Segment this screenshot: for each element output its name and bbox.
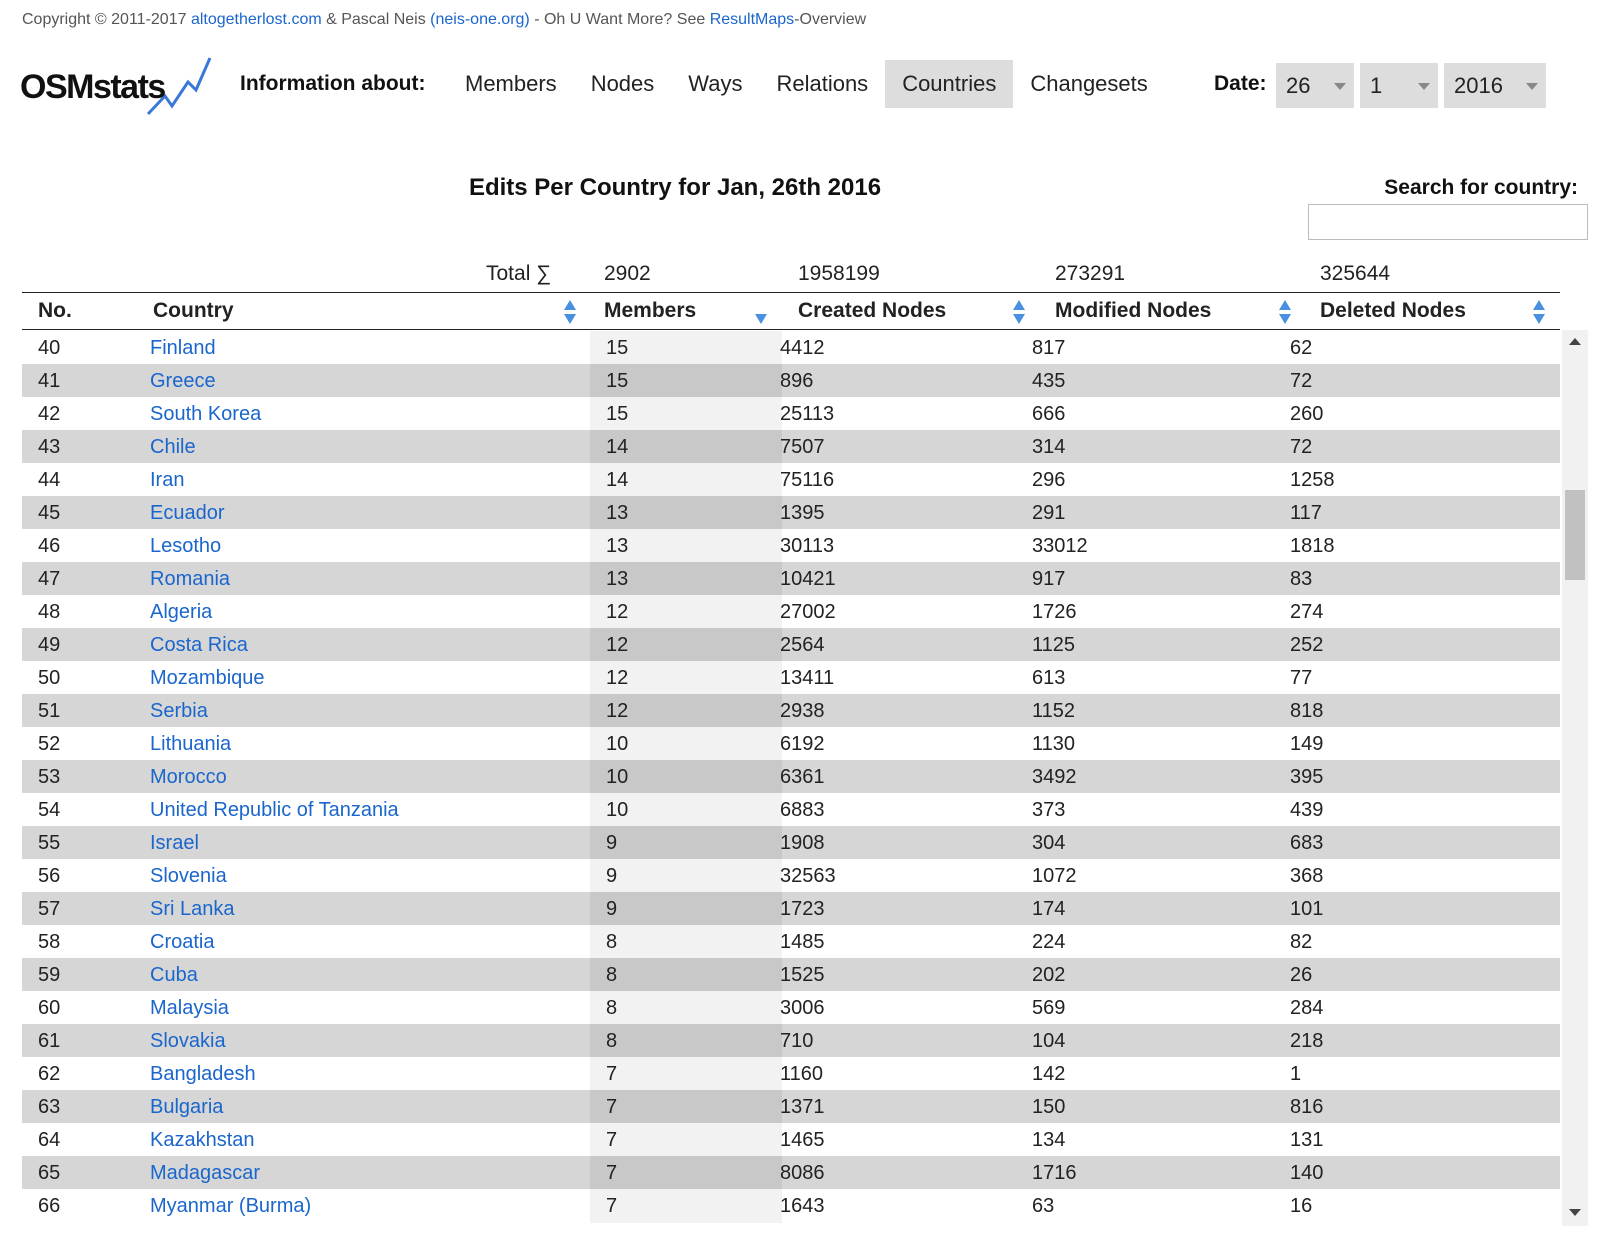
row-number: 61: [38, 1030, 61, 1052]
created-nodes: 6361: [780, 766, 825, 788]
row-number: 53: [38, 766, 61, 788]
modified-nodes: 817: [1032, 337, 1066, 359]
search-label: Search for country:: [1384, 176, 1578, 199]
deleted-nodes: 816: [1290, 1096, 1324, 1118]
month-select[interactable]: [1360, 63, 1438, 108]
members-count: 12: [590, 628, 782, 662]
row-number: 50: [38, 667, 61, 689]
country-search-input[interactable]: [1308, 204, 1588, 240]
country-link[interactable]: Israel: [150, 832, 199, 854]
country-link[interactable]: Cuba: [150, 964, 198, 986]
deleted-nodes: 62: [1290, 337, 1313, 359]
table-row: [22, 1189, 1560, 1223]
created-nodes: 1160: [780, 1063, 824, 1085]
members-count: 9: [590, 859, 782, 893]
copyright-prefix: Copyright © 2011-2017: [22, 11, 191, 28]
members-count: 7: [590, 1057, 782, 1091]
table-row: [22, 991, 1560, 1025]
modified-nodes: 1716: [1032, 1162, 1077, 1184]
modified-nodes: 291: [1032, 502, 1066, 524]
created-nodes: 27002: [780, 601, 836, 623]
members-count: 13: [590, 562, 782, 596]
neis-one-link[interactable]: (neis-one.org): [430, 11, 530, 28]
col-created-nodes[interactable]: Created Nodes: [798, 299, 947, 322]
table-row: [22, 925, 1560, 959]
deleted-nodes: 368: [1290, 865, 1324, 887]
day-select[interactable]: [1276, 63, 1354, 108]
country-link[interactable]: United Republic of Tanzania: [150, 799, 399, 821]
table-row: [22, 364, 1560, 398]
scroll-down-icon[interactable]: [1569, 1209, 1581, 1216]
country-link[interactable]: South Korea: [150, 403, 262, 425]
country-link[interactable]: Morocco: [150, 766, 227, 788]
deleted-nodes: 82: [1290, 931, 1313, 953]
modified-nodes: 224: [1032, 931, 1066, 953]
modified-nodes: 613: [1032, 667, 1066, 689]
table-row: [22, 694, 1560, 728]
created-nodes: 1525: [780, 964, 825, 986]
members-count: 15: [590, 364, 782, 398]
col-no[interactable]: No.: [38, 299, 72, 322]
members-count: 10: [590, 760, 782, 794]
created-nodes: 1723: [780, 898, 825, 920]
created-nodes: 1465: [780, 1129, 825, 1151]
nav-relations[interactable]: Relations: [776, 71, 869, 96]
country-link[interactable]: Lesotho: [150, 535, 222, 557]
created-nodes: 13411: [780, 667, 835, 689]
members-count: 15: [590, 397, 782, 431]
row-number: 44: [38, 469, 61, 491]
row-number: 66: [38, 1195, 61, 1217]
table-row: [22, 331, 1560, 365]
modified-nodes: 1726: [1032, 601, 1077, 623]
table-row: [22, 1123, 1560, 1157]
deleted-nodes: 101: [1290, 898, 1324, 920]
country-link[interactable]: Algeria: [150, 601, 213, 623]
members-count: 8: [590, 925, 782, 959]
deleted-nodes: 818: [1290, 700, 1324, 722]
deleted-nodes: 284: [1290, 997, 1324, 1019]
osmstats-logo[interactable]: [20, 52, 220, 122]
members-count: 10: [590, 793, 782, 827]
sort-desc-icon[interactable]: [754, 299, 768, 325]
members-count: 12: [590, 661, 782, 695]
table-row: [22, 661, 1560, 695]
country-link[interactable]: Malaysia: [150, 997, 229, 1019]
resultmaps-link[interactable]: ResultMaps: [709, 11, 795, 28]
modified-nodes: 1072: [1032, 865, 1077, 887]
deleted-nodes: 274: [1290, 601, 1324, 623]
table-row: [22, 496, 1560, 530]
logo-text: OSMstats: [20, 68, 165, 106]
sort-both-icon[interactable]: [1012, 299, 1026, 325]
table-row: [22, 760, 1560, 794]
members-count: 8: [590, 991, 782, 1025]
chevron-down-icon: [1526, 83, 1538, 90]
created-nodes: 896: [780, 370, 814, 392]
members-count: 8: [590, 1024, 782, 1058]
deleted-nodes: 218: [1290, 1030, 1324, 1052]
members-count: 7: [590, 1189, 782, 1223]
row-number: 60: [38, 997, 61, 1019]
row-number: 42: [38, 403, 61, 425]
table-row: [22, 529, 1560, 563]
total-deleted: 325644: [1320, 262, 1391, 285]
row-number: 63: [38, 1096, 61, 1118]
row-number: 46: [38, 535, 61, 557]
nav-ways[interactable]: Ways: [688, 71, 743, 96]
day-value: 26: [1286, 73, 1311, 98]
chevron-down-icon: [1418, 83, 1430, 90]
table-row: [22, 1156, 1560, 1190]
month-value: 1: [1370, 73, 1383, 98]
country-link[interactable]: Myanmar (Burma): [150, 1195, 312, 1217]
row-number: 62: [38, 1063, 61, 1085]
chevron-down-icon: [1334, 83, 1346, 90]
modified-nodes: 134: [1032, 1129, 1066, 1151]
table-row: [22, 562, 1560, 596]
members-count: 10: [590, 727, 782, 761]
members-count: 14: [590, 430, 782, 464]
sort-both-icon[interactable]: [1532, 299, 1546, 325]
row-number: 47: [38, 568, 61, 590]
modified-nodes: 917: [1032, 568, 1066, 590]
year-value: 2016: [1454, 73, 1503, 98]
sort-both-icon[interactable]: [563, 299, 577, 325]
country-link[interactable]: Bangladesh: [150, 1063, 256, 1085]
country-link[interactable]: Serbia: [150, 700, 208, 722]
table-header: [22, 292, 1560, 330]
copyright-mid2: - Oh U Want More? See: [529, 11, 710, 28]
deleted-nodes: 395: [1290, 766, 1324, 788]
table-row: [22, 1057, 1560, 1091]
table-scrollbar[interactable]: [1562, 330, 1588, 1226]
nav-members[interactable]: Members: [465, 71, 557, 96]
modified-nodes: 150: [1032, 1096, 1066, 1118]
modified-nodes: 33012: [1032, 535, 1088, 557]
country-link[interactable]: Kazakhstan: [150, 1129, 255, 1151]
row-number: 54: [38, 799, 61, 821]
row-number: 51: [38, 700, 61, 722]
deleted-nodes: 252: [1290, 634, 1324, 656]
modified-nodes: 104: [1032, 1030, 1066, 1052]
row-number: 45: [38, 502, 61, 524]
deleted-nodes: 16: [1290, 1195, 1313, 1217]
country-link[interactable]: Ecuador: [150, 502, 225, 524]
country-link[interactable]: Costa Rica: [150, 634, 248, 656]
created-nodes: 6883: [780, 799, 825, 821]
copyright-line: [22, 11, 866, 29]
country-link[interactable]: Lithuania: [150, 733, 232, 755]
deleted-nodes: 1258: [1290, 469, 1335, 491]
deleted-nodes: 149: [1290, 733, 1324, 755]
deleted-nodes: 131: [1290, 1129, 1324, 1151]
created-nodes: 6192: [780, 733, 825, 755]
members-count: 14: [590, 463, 782, 497]
row-number: 52: [38, 733, 61, 755]
scroll-thumb[interactable]: [1565, 490, 1585, 580]
table-row: [22, 892, 1560, 926]
created-nodes: 3006: [780, 997, 825, 1019]
created-nodes: 8086: [780, 1162, 825, 1184]
deleted-nodes: 1: [1290, 1063, 1302, 1085]
members-count: 9: [590, 892, 782, 926]
created-nodes: 25113: [780, 403, 835, 425]
table-row: [22, 1024, 1560, 1058]
modified-nodes: 666: [1032, 403, 1066, 425]
table-body: [22, 330, 1560, 1226]
modified-nodes: 435: [1032, 370, 1066, 392]
table-row: [22, 1090, 1560, 1124]
country-link[interactable]: Slovenia: [150, 865, 227, 887]
nav-changesets[interactable]: Changesets: [1030, 71, 1148, 96]
row-number: 49: [38, 634, 61, 656]
table-row: [22, 628, 1560, 662]
total-created: 1958199: [798, 262, 880, 285]
table-row: [22, 463, 1560, 497]
row-number: 41: [38, 370, 61, 392]
deleted-nodes: 83: [1290, 568, 1313, 590]
deleted-nodes: 1818: [1290, 535, 1335, 557]
deleted-nodes: 260: [1290, 403, 1324, 425]
total-members: 2902: [604, 262, 651, 285]
country-link[interactable]: Madagascar: [150, 1162, 261, 1184]
country-link[interactable]: Bulgaria: [150, 1096, 224, 1118]
members-count: 9: [590, 826, 782, 860]
table-row: [22, 397, 1560, 431]
members-count: 7: [590, 1090, 782, 1124]
col-country[interactable]: Country: [153, 299, 234, 322]
year-select[interactable]: [1444, 63, 1546, 108]
table-row: [22, 595, 1560, 629]
members-count: 13: [590, 529, 782, 563]
row-number: 56: [38, 865, 61, 887]
created-nodes: 30113: [780, 535, 835, 557]
created-nodes: 1908: [780, 832, 825, 854]
modified-nodes: 373: [1032, 799, 1066, 821]
row-number: 43: [38, 436, 61, 458]
total-label: Total ∑: [486, 262, 552, 285]
deleted-nodes: 77: [1290, 667, 1313, 689]
country-link[interactable]: Croatia: [150, 931, 215, 953]
deleted-nodes: 439: [1290, 799, 1324, 821]
country-link[interactable]: Sri Lanka: [150, 898, 235, 920]
deleted-nodes: 72: [1290, 436, 1313, 458]
sort-both-icon[interactable]: [1278, 299, 1292, 325]
row-number: 55: [38, 832, 61, 854]
country-link[interactable]: Greece: [150, 370, 216, 392]
created-nodes: 4412: [780, 337, 825, 359]
col-members[interactable]: Members: [604, 299, 697, 322]
copyright-mid1: & Pascal Neis: [321, 11, 431, 28]
modified-nodes: 1125: [1032, 634, 1076, 656]
members-count: 7: [590, 1156, 782, 1190]
row-number: 48: [38, 601, 61, 623]
table-row: [22, 727, 1560, 761]
deleted-nodes: 72: [1290, 370, 1313, 392]
modified-nodes: 63: [1032, 1195, 1055, 1217]
modified-nodes: 296: [1032, 469, 1066, 491]
modified-nodes: 202: [1032, 964, 1066, 986]
modified-nodes: 1130: [1032, 733, 1076, 755]
country-link[interactable]: Mozambique: [150, 667, 265, 689]
modified-nodes: 304: [1032, 832, 1066, 854]
modified-nodes: 1152: [1032, 700, 1076, 722]
total-modified: 273291: [1055, 262, 1126, 285]
row-number: 65: [38, 1162, 61, 1184]
modified-nodes: 142: [1032, 1063, 1066, 1085]
scroll-up-icon[interactable]: [1569, 338, 1581, 345]
members-count: 12: [590, 595, 782, 629]
members-count: 7: [590, 1123, 782, 1157]
table-row: [22, 859, 1560, 893]
members-count: 12: [590, 694, 782, 728]
country-link[interactable]: Chile: [150, 436, 196, 458]
table-row: [22, 793, 1560, 827]
page-title: Edits Per Country for Jan, 26th 2016: [468, 174, 882, 201]
members-count: 15: [590, 331, 782, 365]
deleted-nodes: 683: [1290, 832, 1324, 854]
country-link[interactable]: Romania: [150, 568, 231, 590]
table-row: [22, 826, 1560, 860]
created-nodes: 7507: [780, 436, 825, 458]
altogetherlost-link[interactable]: altogetherlost.com: [190, 11, 322, 28]
created-nodes: 1485: [780, 931, 825, 953]
created-nodes: 1395: [780, 502, 825, 524]
date-label: Date:: [1214, 72, 1267, 95]
nav-countries[interactable]: Countries: [885, 60, 1013, 108]
table-row: [22, 958, 1560, 992]
country-link[interactable]: Slovakia: [150, 1030, 226, 1052]
created-nodes: 2938: [780, 700, 825, 722]
table-row: [22, 430, 1560, 464]
country-link[interactable]: Iran: [150, 469, 185, 491]
row-number: 57: [38, 898, 61, 920]
modified-nodes: 569: [1032, 997, 1066, 1019]
created-nodes: 32563: [780, 865, 836, 887]
deleted-nodes: 26: [1290, 964, 1313, 986]
deleted-nodes: 117: [1290, 502, 1322, 524]
row-number: 64: [38, 1129, 61, 1151]
members-count: 13: [590, 496, 782, 530]
main-nav: [448, 60, 1165, 108]
row-number: 59: [38, 964, 61, 986]
col-modified-nodes[interactable]: Modified Nodes: [1055, 299, 1212, 322]
created-nodes: 10421: [780, 568, 836, 590]
members-count: 8: [590, 958, 782, 992]
deleted-nodes: 140: [1290, 1162, 1324, 1184]
nav-nodes[interactable]: Nodes: [590, 71, 655, 96]
modified-nodes: 174: [1032, 898, 1066, 920]
modified-nodes: 314: [1032, 436, 1066, 458]
row-number: 58: [38, 931, 61, 953]
created-nodes: 1371: [780, 1096, 825, 1118]
created-nodes: 2564: [780, 634, 825, 656]
created-nodes: 75116: [780, 469, 835, 491]
row-number: 40: [38, 337, 61, 359]
modified-nodes: 3492: [1032, 766, 1077, 788]
copyright-suffix: -Overview: [794, 11, 867, 28]
created-nodes: 710: [780, 1030, 814, 1052]
created-nodes: 1643: [780, 1195, 825, 1217]
country-link[interactable]: Finland: [150, 337, 216, 359]
col-deleted-nodes[interactable]: Deleted Nodes: [1320, 299, 1466, 322]
information-about-label: Information about:: [240, 72, 426, 95]
